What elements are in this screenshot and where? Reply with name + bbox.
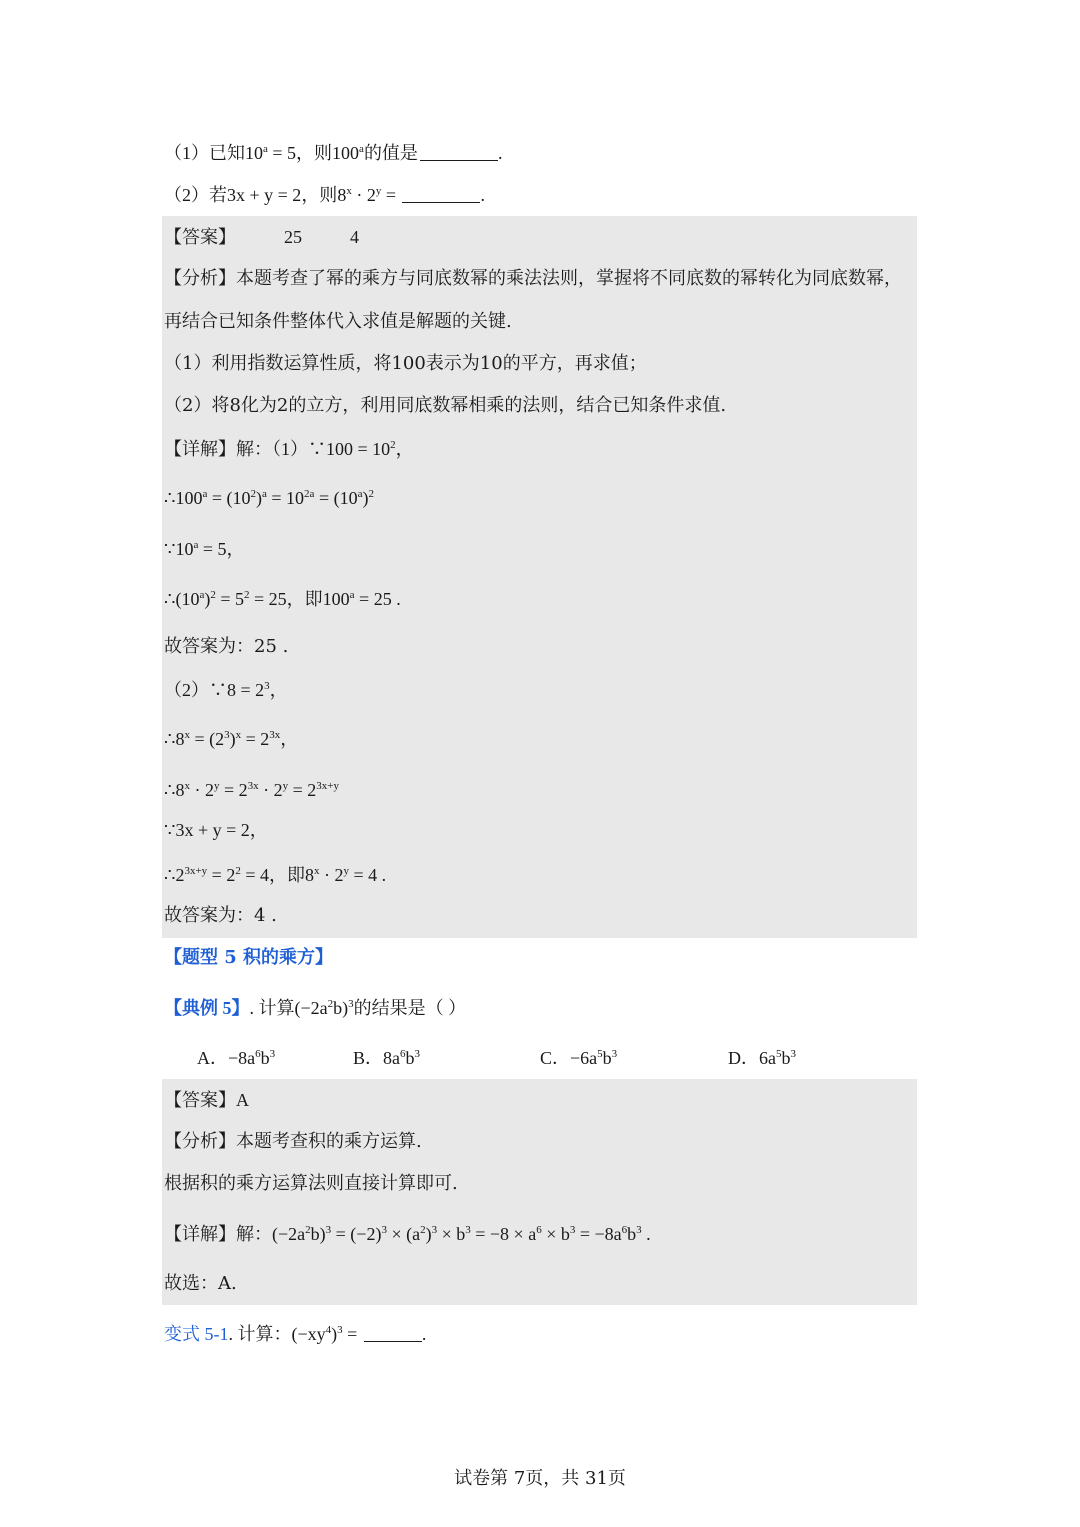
detail-1-result-2: 故答案为：4 .: [164, 905, 277, 926]
detail-2-result: 故选：A.: [164, 1273, 237, 1294]
option-c: C．$-6a^5b^3$: [540, 1048, 618, 1068]
detail-1-step-8: $\therefore 8^x \cdot 2^y = 2^{3x} \cdot 2^y = 2^{3x+y}$: [164, 780, 339, 800]
answer-blank: [364, 1340, 422, 1342]
option-d: D．$6a^5b^3$: [728, 1048, 796, 1068]
option-a: A．$-8a^6b^3$: [197, 1048, 276, 1068]
detail-1-step-2: $\therefore 100^a = (10^2)^a = 10^{2a} = (10^a)^2$: [164, 488, 374, 508]
detail-1-step-4: $\therefore(10^a)^2 = 5^2 = 25$，即$100^a = 25$ .: [164, 589, 401, 609]
example-5: 【典例 5】. 计算$(-2a^2b)^3$的结果是（ ）: [164, 998, 467, 1018]
analysis-1-line-1: 【分析】本题考查了幂的乘方与同底数幂的乘法法则，掌握将不同底数的幂转化为同底数幂，: [164, 268, 902, 289]
section-heading: 【题型 5 积的乘方】: [164, 947, 334, 968]
answer-1: 【答案】 25 4: [164, 227, 359, 248]
analysis-1-line-2: 再结合已知条件整体代入求值是解题的关键.: [164, 311, 512, 332]
analysis-step-b: （2）将8化为2的立方，利用同底数幂相乘的法则，结合已知条件求值.: [164, 395, 727, 416]
answer-blank: [402, 201, 480, 203]
detail-1-intro: 【详解】解：（1）∵100 = $10^2$，: [164, 439, 414, 459]
detail-1-step-7: $\therefore 8^x = (2^3)^x = 2^{3x}$，: [164, 729, 299, 749]
detail-1-step-3: $\because 10^a = 5$，: [164, 539, 245, 559]
option-b: B．$8a^6b^3$: [353, 1048, 421, 1068]
variant-5-1: 变式 5-1. 计算：$(-xy^4)^3$ = .: [164, 1324, 427, 1344]
detail-2-formula: 【详解】解：$(-2a^2b)^3 = (-2)^3 \times (a^2)^3 \times b^3 = -8 \times a^6 \times b^3 = -8a^6b^3$ .: [164, 1224, 651, 1244]
analysis-2-line-2: 根据积的乘方运算法则直接计算即可.: [164, 1173, 458, 1194]
detail-1-step-6: （2）∵8 = $2^3$，: [164, 680, 288, 700]
detail-1-step-10: $\therefore 2^{3x+y} = 2^2 = 4$，即$8^x \cdot 2^y = 4$ .: [164, 865, 387, 885]
question-1: （1）已知$10^a = 5$，则100$^a$的值是 .: [164, 143, 503, 163]
answer-2: 【答案】A: [164, 1090, 249, 1111]
question-2: （2）若3x + y = 2，则$8^x \cdot 2^y$ = .: [164, 185, 485, 205]
detail-1-result-1: 故答案为：25 .: [164, 636, 289, 657]
analysis-step-a: （1）利用指数运算性质，将100表示为10的平方，再求值；: [164, 353, 647, 374]
answer-blank: [420, 159, 498, 161]
page-footer: 试卷第 7页，共 31页: [454, 1468, 626, 1489]
analysis-2-line-1: 【分析】本题考查积的乘方运算.: [164, 1131, 422, 1152]
detail-1-step-9: ∵3x + y = 2，: [164, 820, 268, 840]
